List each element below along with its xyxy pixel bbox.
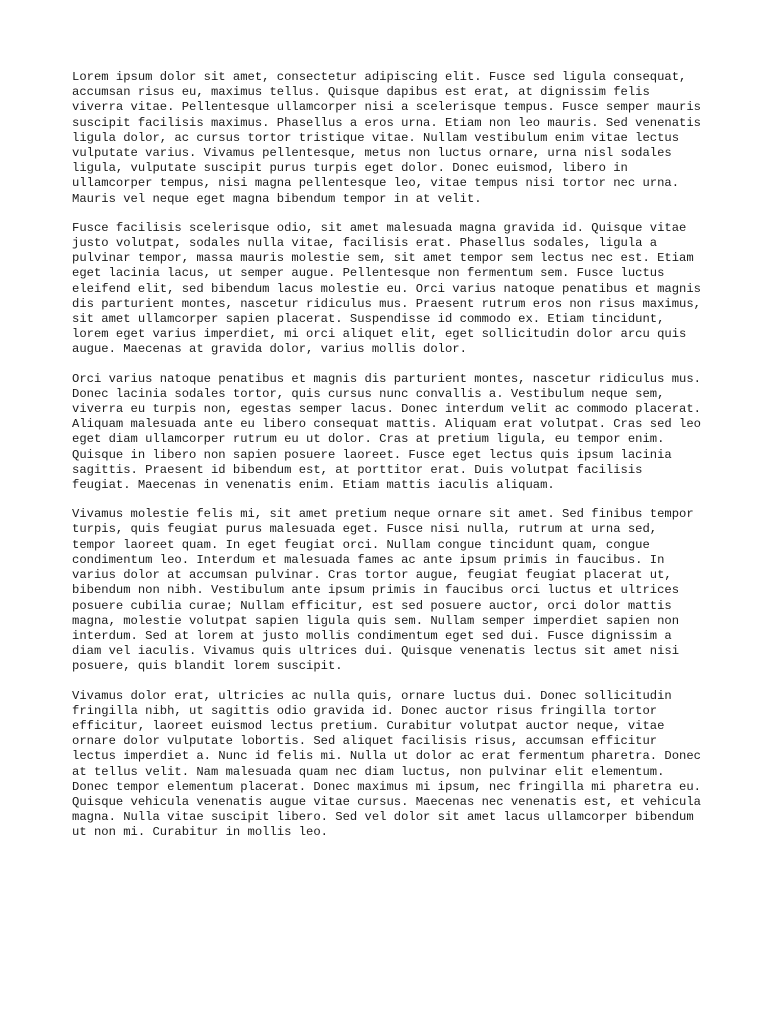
paragraph-2: Fusce facilisis scelerisque odio, sit amet malesuada magna gravida id. Quisque vitae justo volutpat, sodales nulla vitae, facilisis erat. Phasellus sodales, ligula a pulvinar tempor, massa mauris molestie sem, sit amet tempor sem lectus nec est. Etiam eget lacinia lacus, ut semper augue. Pellentesque non fermentum sem. Fusce luctus eleifend elit, sed bibendum lacus molestie eu. Orci varius natoque penatibus et magnis dis parturient montes, nascetur ridiculus mus. Praesent rutrum eros non risus maximus, sit amet ullamcorper sapien placerat. Suspendisse id commodo ex. Etiam tincidunt, lorem eget varius imperdiet, mi orci aliquet elit, eget sollicitudin dolor arcu quis augue. Maecenas at gravida dolor, varius mollis dolor. [72, 220, 701, 357]
document-page [72, 70, 702, 855]
paragraph-3: Orci varius natoque penatibus et magnis dis parturient montes, nascetur ridiculus mus. Donec lacinia sodales tortor, quis cursus nunc convallis a. Vestibulum neque sem, viverra eu turpis non, egestas semper lacus. Donec interdum velit ac commodo placerat. Aliquam malesuada ante eu libero consequat mattis. Aliquam erat volutpat. Cras sed leo eget diam ullamcorper rutrum eu ut dolor. Cras at pretium ligula, eu tempor enim. Quisque in libero non sapien posuere laoreet. Fusce eget lectus quis ipsum lacinia sagittis. Praesent id bibendum est, at porttitor erat. Duis volutpat facilisis feugiat. Maecenas in venenatis enim. Etiam mattis iaculis aliquam. [72, 371, 701, 493]
paragraph-1: Lorem ipsum dolor sit amet, consectetur adipiscing elit. Fusce sed ligula consequat, accumsan risus eu, maximus tellus. Quisque dapibus est erat, at dignissim felis viverra vitae. Pellentesque ullamcorper nisi a scelerisque tempus. Fusce semper mauris suscipit facilisis maximus. Phasellus a eros urna. Etiam non leo mauris. Sed venenatis ligula dolor, ac cursus tortor tristique vitae. Nullam vestibulum enim vitae lectus vulputate varius. Vivamus pellentesque, metus non luctus ornare, urna nisl sodales ligula, vulputate suscipit purus turpis eget dolor. Donec euismod, libero in ullamcorper tempus, nisi magna pellentesque leo, vitae tempus nisi tortor nec urna. Mauris vel neque eget magna bibendum tempor in at velit. [72, 70, 701, 206]
paragraph-5: Vivamus dolor erat, ultricies ac nulla quis, ornare luctus dui. Donec sollicitudin fringilla nibh, ut sagittis odio gravida id. Donec auctor risus fringilla tortor efficitur, laoreet euismod lectus pretium. Curabitur volutpat auctor neque, vitae ornare dolor vulputate lobortis. Sed aliquet facilisis risus, accumsan efficitur lectus imperdiet a. Nunc id felis mi. Nulla ut dolor ac erat fermentum pharetra. Donec at tellus velit. Nam malesuada quam nec diam luctus, non pulvinar elit elementum. Donec tempor elementum placerat. Donec maximus mi ipsum, nec fringilla mi pharetra eu. Quisque vehicula venenatis augue vitae cursus. Maecenas nec venenatis est, et vehicula magna. Nulla vitae suscipit libero. Sed vel dolor sit amet lacus ullamcorper bibendum ut non mi. Curabitur in mollis leo. [72, 688, 701, 840]
paragraph-4: Vivamus molestie felis mi, sit amet pretium neque ornare sit amet. Sed finibus tempor turpis, quis feugiat purus malesuada eget. Fusce nisi nulla, rutrum at urna sed, tempor laoreet quam. In eget feugiat orci. Nullam congue tincidunt quam, congue condimentum leo. Interdum et malesuada fames ac ante ipsum primis in faucibus. In varius dolor at accumsan pulvinar. Cras tortor augue, feugiat feugiat placerat ut, bibendum non nibh. Vestibulum ante ipsum primis in faucibus orci luctus et ultrices posuere cubilia curae; Nullam efficitur, est sed posuere auctor, orci dolor mattis magna, molestie volutpat sapien ligula quis sem. Nullam semper imperdiet sapien non interdum. Sed at lorem at justo mollis condimentum eget sed dui. Fusce dignissim a diam vel iaculis. Vivamus quis ultrices dui. Quisque venenatis lectus sit amet nisi posuere, quis blandit lorem suscipit. [72, 507, 694, 674]
